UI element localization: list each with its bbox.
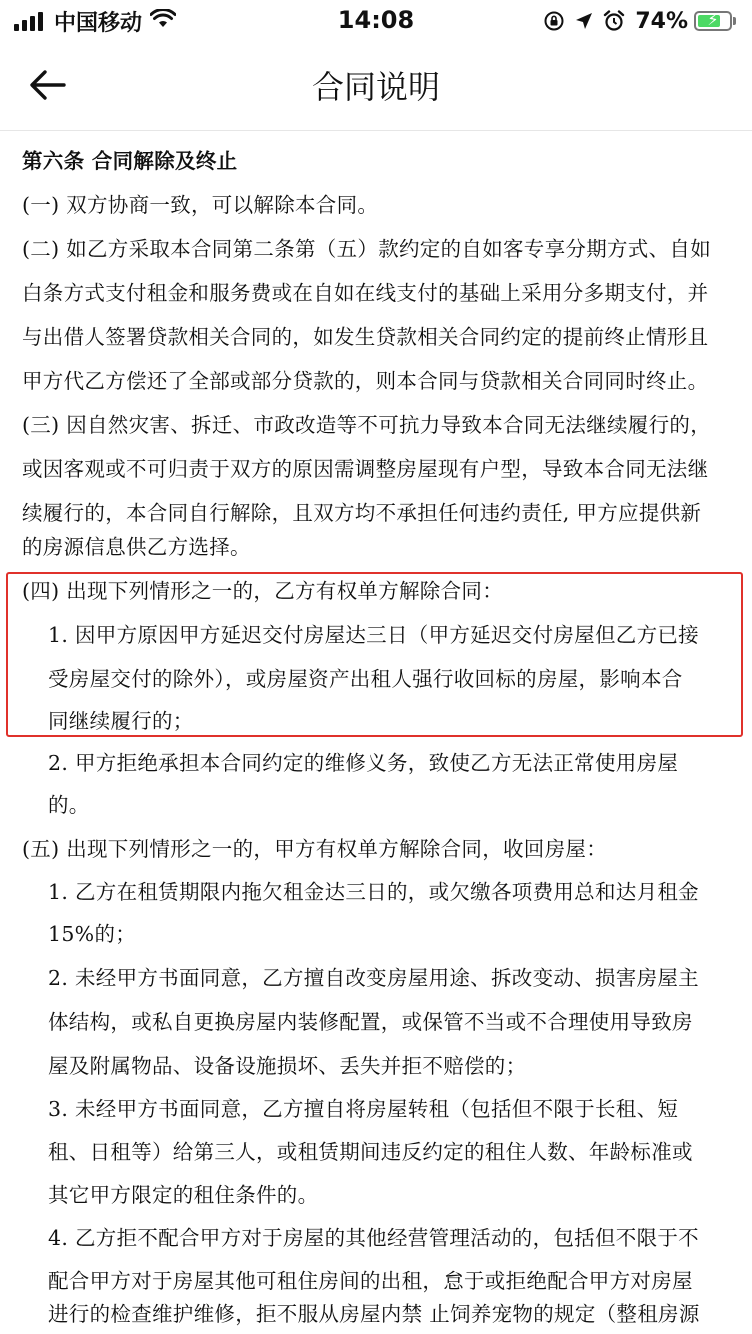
paragraph-line: 2. 甲方拒绝承担本合同约定的维修义务，致使乙方无法正常使用房屋: [48, 751, 679, 775]
paragraph-line: 进行的检查维护维修，拒不服从房屋内禁 止饲养宠物的规定（整租房源: [48, 1302, 700, 1326]
battery-cap: [733, 17, 736, 25]
paragraph-line: 屋及附属物品、设备设施损坏、丢失并拒不赔偿的；: [48, 1054, 527, 1078]
paragraph-line: (三) 因自然灾害、拆迁、市政改造等不可抗力导致本合同无法继续履行的，: [22, 413, 712, 437]
paragraph-line: 15%的；: [48, 922, 137, 946]
battery-percent: 74%: [635, 8, 688, 34]
paragraph-line: 同继续履行的；: [48, 709, 194, 733]
paragraph-line: 配合甲方对于房屋其他可租住房间的出租，怠于或拒绝配合甲方对房屋: [48, 1269, 693, 1293]
rotation-lock-icon: [543, 10, 565, 32]
paragraph-line: 1. 乙方在租赁期限内拖欠租金达三日的，或欠缴各项费用总和达月租金: [48, 880, 699, 904]
paragraph-line: 受房屋交付的除外），或房屋资产出租人强行收回标的房屋，影响本合: [48, 667, 683, 691]
paragraph-line: (二) 如乙方采取本合同第二条第（五）款约定的自如客专享分期方式、自如: [22, 237, 712, 261]
paragraph-line: 白条方式支付租金和服务费或在自如在线支付的基础上采用分多期支付，并: [22, 281, 709, 305]
battery-icon: [694, 11, 732, 31]
paragraph-line: 其它甲方限定的租住条件的。: [48, 1183, 319, 1207]
paragraph-line: (五) 出现下列情形之一的，甲方有权单方解除合同，收回房屋：: [22, 837, 608, 861]
paragraph-line: 的。: [48, 793, 90, 817]
status-time: 14:08: [337, 6, 415, 34]
paragraph-line: 租、日租等）给第三人，或租赁期间违反约定的租住人数、年龄标准或: [48, 1140, 693, 1164]
paragraph-line: 的房源信息供乙方选择。: [22, 535, 251, 559]
alarm-icon: [603, 10, 625, 32]
paragraph-line: (四) 出现下列情形之一的，乙方有权单方解除合同：: [22, 579, 504, 603]
paragraph-line: 1. 因甲方原因甲方延迟交付房屋达三日（甲方延迟交付房屋但乙方已接: [48, 623, 699, 647]
status-bar: [0, 0, 752, 40]
carrier-name: 中国移动: [54, 10, 143, 36]
status-right: [533, 8, 736, 34]
location-icon: [575, 12, 593, 30]
charging-bolt-icon: ⚡: [707, 10, 719, 29]
paragraph-line: 与出借人签署贷款相关合同的，如发生贷款相关合同约定的提前终止情形且: [22, 325, 709, 349]
page-title: 合同说明: [311, 68, 440, 106]
paragraph-line: 2. 未经甲方书面同意，乙方擅自改变房屋用途、拆改变动、损害房屋主: [48, 966, 699, 990]
paragraph-line: 4. 乙方拒不配合甲方对于房屋的其他经营管理活动的，包括但不限于不: [48, 1226, 699, 1250]
paragraph-line: 或因客观或不可归责于双方的原因需调整房屋现有户型，导致本合同无法继: [22, 457, 709, 481]
navigation-bar: [0, 40, 752, 131]
paragraph-line: 甲方代乙方偿还了全部或部分贷款的，则本合同与贷款相关合同同时终止。: [22, 369, 709, 393]
paragraph-line: 3. 未经甲方书面同意，乙方擅自将房屋转租（包括但不限于长租、短: [48, 1097, 679, 1121]
paragraph-line: 续履行的，本合同自行解除，且双方均不承担任何违约责任, 甲方应提供新: [22, 501, 702, 525]
paragraph-line: 体结构，或私自更换房屋内装修配置，或保管不当或不合理使用导致房: [48, 1010, 693, 1034]
article-heading: 第六条 合同解除及终止: [22, 149, 238, 173]
paragraph-line: (一) 双方协商一致，可以解除本合同。: [22, 193, 379, 217]
